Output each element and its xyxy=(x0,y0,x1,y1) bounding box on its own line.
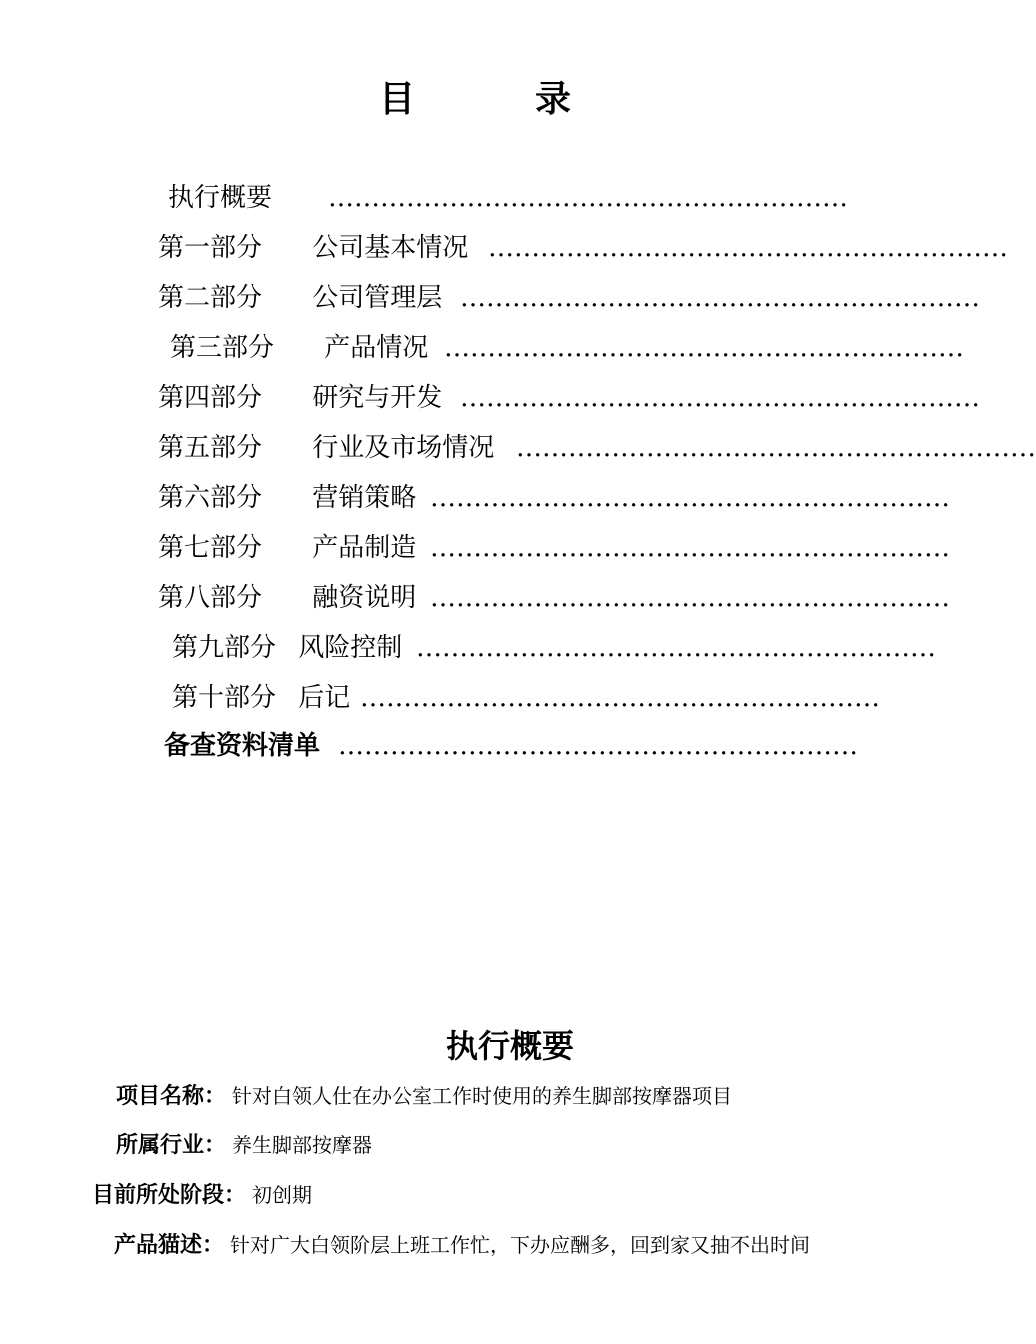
toc-item-title: 融资说明 xyxy=(312,583,417,613)
toc-item-title: 产品制造 xyxy=(312,533,417,563)
field-value: 养生脚部按摩器 xyxy=(232,1133,373,1157)
toc-item-section: 第四部分 xyxy=(158,383,263,413)
field-value: 初创期 xyxy=(252,1183,313,1207)
toc-item-section: 第五部分 xyxy=(158,433,263,463)
toc-item-section: 第七部分 xyxy=(158,533,263,563)
summary-field-stage xyxy=(92,1178,312,1212)
toc-title-left: 目 xyxy=(378,79,415,120)
toc-item-section: 第二部分 xyxy=(158,283,263,313)
toc-item-part-8[interactable] xyxy=(158,580,950,616)
toc-leader-dots: …………………………………………………… xyxy=(516,433,1036,463)
toc-item-part-4[interactable] xyxy=(158,380,980,416)
toc-item-title: 研究与开发 xyxy=(312,383,443,413)
toc-leader-dots: …………………………………………………… xyxy=(360,683,880,713)
toc-item-section: 第十部分 xyxy=(172,683,277,713)
toc-item-part-2[interactable] xyxy=(158,280,980,316)
toc-leader-dots: …………………………………………………… xyxy=(460,283,980,313)
toc-leader-dots: …………………………………………………… xyxy=(430,583,950,613)
toc-leader-dots: …………………………………………………… xyxy=(444,333,964,363)
toc-item-part-1[interactable] xyxy=(158,230,1008,266)
toc-leader-dots: …………………………………………………… xyxy=(430,533,950,563)
toc-title-right: 录 xyxy=(535,79,572,120)
toc-item-title: 产品情况 xyxy=(324,333,429,363)
toc-item-section: 第六部分 xyxy=(158,483,263,513)
toc-item-section: 第三部分 xyxy=(170,333,275,363)
toc-item-section: 备查资料清单 xyxy=(164,731,321,761)
toc-item-appendix[interactable] xyxy=(164,728,858,764)
toc-leader-dots: …………………………………………………… xyxy=(488,233,1008,263)
summary-field-product-description xyxy=(114,1228,810,1262)
toc-item-part-6[interactable] xyxy=(158,480,950,516)
toc-item-part-3[interactable] xyxy=(170,330,964,366)
field-value: 针对广大白领阶层上班工作忙，下办应酬多，回到家又抽不出时间 xyxy=(230,1233,811,1257)
field-label: 所属行业： xyxy=(116,1133,227,1158)
toc-item-part-10[interactable] xyxy=(172,680,880,716)
toc-item-section: 第一部分 xyxy=(158,233,263,263)
toc-leader-dots: …………………………………………………… xyxy=(460,383,980,413)
toc-leader-dots: …………………………………………………… xyxy=(416,633,936,663)
summary-field-industry xyxy=(116,1128,372,1162)
toc-item-section: 第九部分 xyxy=(172,633,277,663)
field-label: 目前所处阶段： xyxy=(92,1183,247,1208)
toc-item-part-7[interactable] xyxy=(158,530,950,566)
toc-leader-dots: …………………………………………………… xyxy=(338,731,858,761)
toc-item-title: 行业及市场情况 xyxy=(312,433,495,463)
summary-heading: 执行概要 xyxy=(445,1027,574,1065)
summary-field-project-name xyxy=(116,1079,732,1113)
toc-title xyxy=(0,78,950,122)
toc-item-summary[interactable] xyxy=(168,180,848,216)
toc-item-title: 营销策略 xyxy=(312,483,417,513)
field-label: 项目名称： xyxy=(116,1084,227,1109)
toc-item-title: 后记 xyxy=(298,683,351,713)
toc-leader-dots: …………………………………………………… xyxy=(430,483,950,513)
toc-item-title: 公司管理层 xyxy=(312,283,443,313)
field-value: 针对白领人仕在办公室工作时使用的养生脚部按摩器项目 xyxy=(232,1084,733,1108)
toc-item-part-9[interactable] xyxy=(172,630,936,666)
toc-item-part-5[interactable] xyxy=(158,430,1036,466)
field-label: 产品猫述： xyxy=(114,1233,225,1258)
toc-item-title: 风险控制 xyxy=(298,633,403,663)
toc-item-section: 第八部分 xyxy=(158,583,263,613)
toc-item-title: 公司基本情况 xyxy=(312,233,469,263)
toc-leader-dots: …………………………………………………… xyxy=(328,183,848,213)
toc-item-section: 执行概要 xyxy=(168,183,273,213)
